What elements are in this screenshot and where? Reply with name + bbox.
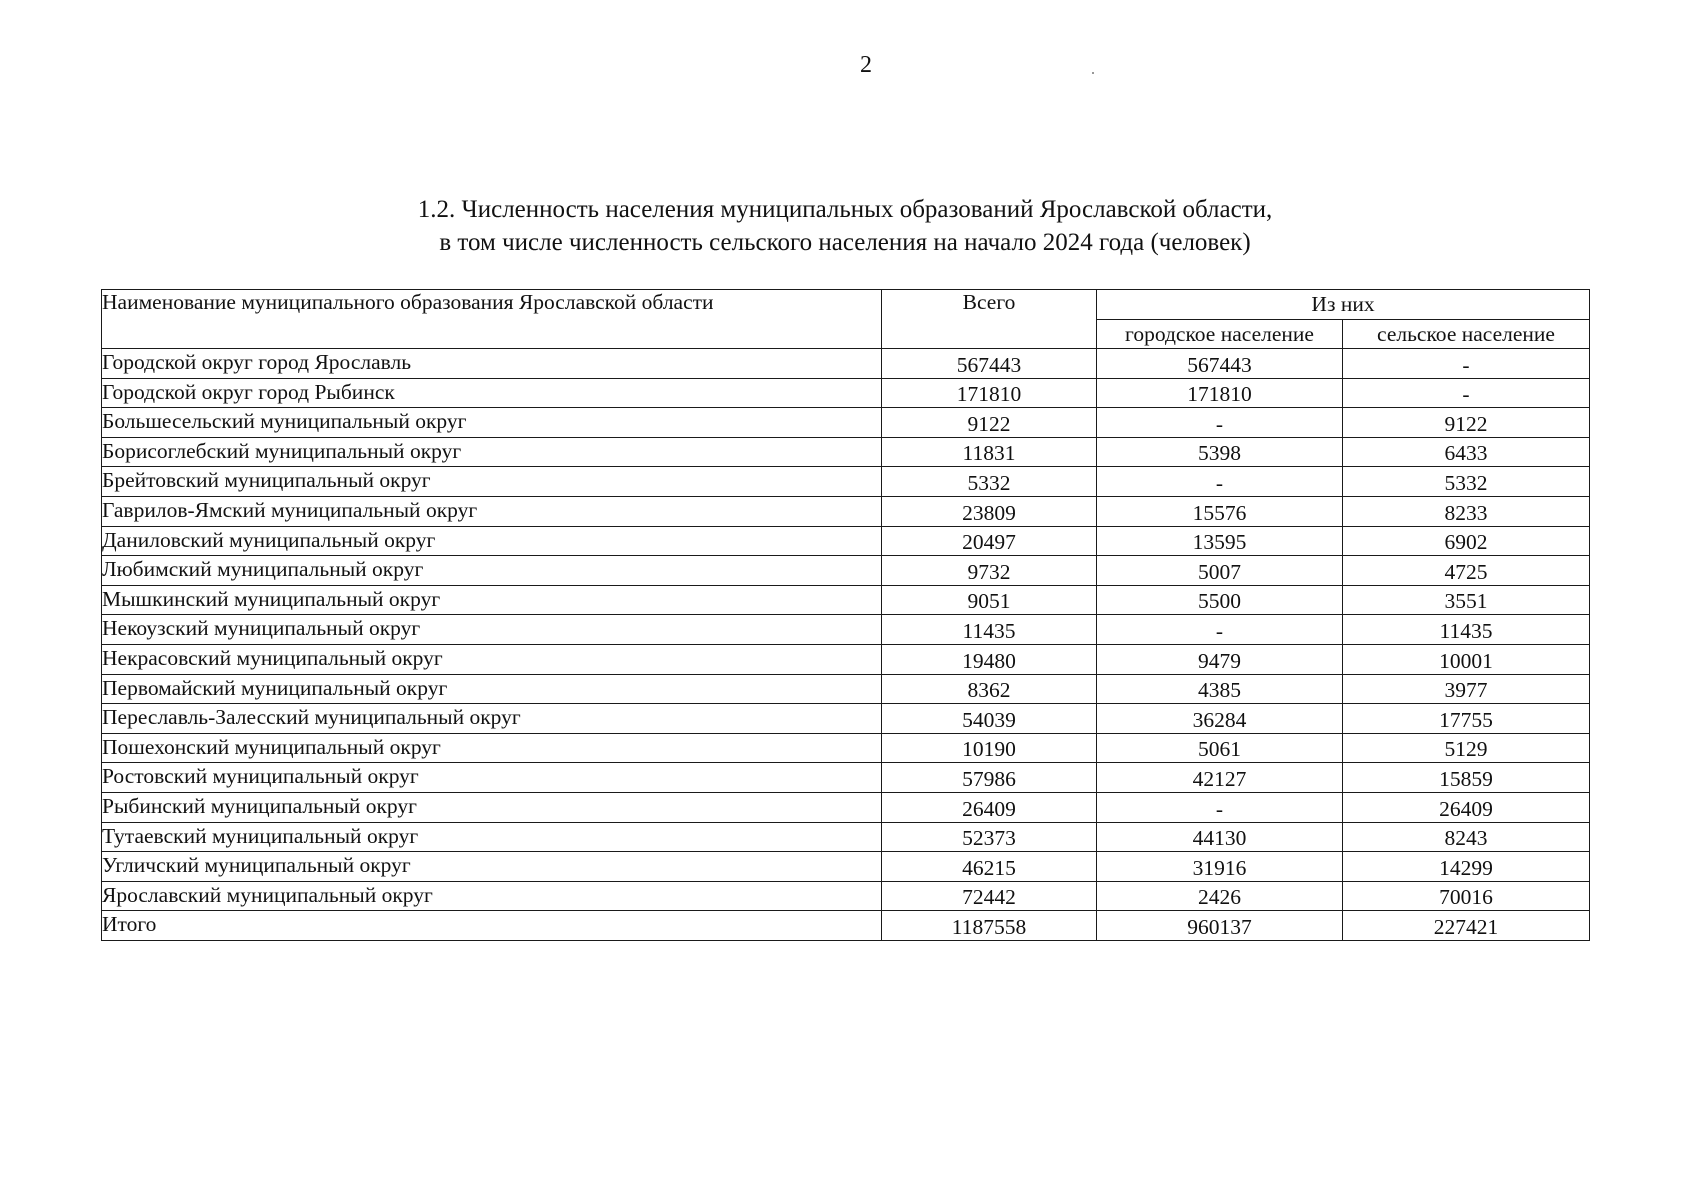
cell-rural: 26409 (1343, 792, 1590, 822)
cell-rural: 17755 (1343, 704, 1590, 734)
cell-name: Ярославский муниципальный округ (102, 881, 882, 911)
cell-rural: 5129 (1343, 733, 1590, 763)
cell-name: Итого (102, 911, 882, 941)
cell-rural: 8243 (1343, 822, 1590, 852)
cell-urban: 4385 (1097, 674, 1343, 704)
header-name: Наименование муниципального образования Ярославской области (102, 290, 882, 349)
cell-urban: 960137 (1097, 911, 1343, 941)
table-row (102, 496, 1590, 526)
table-row (102, 763, 1590, 793)
cell-name: Городской округ город Ярославль (102, 349, 882, 379)
header-urban: городское население (1097, 320, 1343, 349)
table-row (102, 644, 1590, 674)
title-line-1: 1.2. Численность населения муниципальных образований Ярославской области, (417, 196, 1273, 223)
cell-rural: 15859 (1343, 763, 1590, 793)
cell-name: Некрасовский муниципальный округ (102, 644, 882, 674)
cell-name: Рыбинский муниципальный округ (102, 792, 882, 822)
table-row (102, 556, 1590, 586)
cell-total: 20497 (882, 526, 1097, 556)
cell-total: 8362 (882, 674, 1097, 704)
cell-urban: 36284 (1097, 704, 1343, 734)
cell-name: Пошехонский муниципальный округ (102, 733, 882, 763)
table-row (102, 704, 1590, 734)
cell-rural: 4725 (1343, 556, 1590, 586)
cell-name: Любимский муниципальный округ (102, 556, 882, 586)
cell-rural: 14299 (1343, 852, 1590, 882)
cell-name: Переславль-Залесский муниципальный округ (102, 704, 882, 734)
cell-name: Угличский муниципальный округ (102, 852, 882, 882)
cell-urban: 171810 (1097, 378, 1343, 408)
cell-rural: - (1343, 349, 1590, 379)
cell-rural: 6433 (1343, 437, 1590, 467)
table-row (102, 852, 1590, 882)
table-row (102, 881, 1590, 911)
cell-total: 57986 (882, 763, 1097, 793)
table-row (102, 792, 1590, 822)
cell-total: 46215 (882, 852, 1097, 882)
table-row (102, 408, 1590, 438)
cell-total: 19480 (882, 644, 1097, 674)
cell-name: Даниловский муниципальный округ (102, 526, 882, 556)
table-row (102, 467, 1590, 497)
cell-total: 171810 (882, 378, 1097, 408)
cell-total: 5332 (882, 467, 1097, 497)
cell-name: Борисоглебский муниципальный округ (102, 437, 882, 467)
cell-urban: - (1097, 467, 1343, 497)
cell-total: 10190 (882, 733, 1097, 763)
cell-urban: 5398 (1097, 437, 1343, 467)
table-row (102, 585, 1590, 615)
cell-rural: 70016 (1343, 881, 1590, 911)
table-row (102, 378, 1590, 408)
table-total-row (102, 911, 1590, 941)
cell-total: 9732 (882, 556, 1097, 586)
cell-total: 9051 (882, 585, 1097, 615)
cell-urban: - (1097, 408, 1343, 438)
cell-name: Гаврилов-Ямский муниципальный округ (102, 496, 882, 526)
cell-rural: 227421 (1343, 911, 1590, 941)
cell-urban: 13595 (1097, 526, 1343, 556)
cell-name: Мышкинский муниципальный округ (102, 585, 882, 615)
cell-total: 26409 (882, 792, 1097, 822)
cell-name: Некоузский муниципальный округ (102, 615, 882, 645)
cell-rural: 6902 (1343, 526, 1590, 556)
cell-rural: 10001 (1343, 644, 1590, 674)
cell-rural: 5332 (1343, 467, 1590, 497)
cell-urban: 5500 (1097, 585, 1343, 615)
cell-name: Большесельский муниципальный округ (102, 408, 882, 438)
cell-total: 1187558 (882, 911, 1097, 941)
cell-urban: - (1097, 792, 1343, 822)
cell-urban: 9479 (1097, 644, 1343, 674)
table-row (102, 349, 1590, 379)
cell-total: 52373 (882, 822, 1097, 852)
table-body (102, 349, 1590, 941)
cell-name: Брейтовский муниципальный округ (102, 467, 882, 497)
cell-name: Первомайский муниципальный округ (102, 674, 882, 704)
cell-urban: 5061 (1097, 733, 1343, 763)
cell-name: Городской округ город Рыбинск (102, 378, 882, 408)
cell-total: 9122 (882, 408, 1097, 438)
table-row (102, 822, 1590, 852)
cell-urban: 2426 (1097, 881, 1343, 911)
document-title (300, 193, 1390, 259)
header-of-them: Из них (1097, 290, 1590, 320)
cell-rural: 11435 (1343, 615, 1590, 645)
cell-urban: 31916 (1097, 852, 1343, 882)
table-row (102, 733, 1590, 763)
cell-urban: 42127 (1097, 763, 1343, 793)
cell-total: 54039 (882, 704, 1097, 734)
cell-urban: 15576 (1097, 496, 1343, 526)
cell-urban: 5007 (1097, 556, 1343, 586)
cell-total: 11435 (882, 615, 1097, 645)
cell-urban: 567443 (1097, 349, 1343, 379)
cell-rural: - (1343, 378, 1590, 408)
table-row (102, 526, 1590, 556)
cell-urban: - (1097, 615, 1343, 645)
header-rural: сельское население (1343, 320, 1590, 349)
cell-rural: 3977 (1343, 674, 1590, 704)
cell-urban: 44130 (1097, 822, 1343, 852)
cell-total: 23809 (882, 496, 1097, 526)
cell-name: Ростовский муниципальный округ (102, 763, 882, 793)
title-line-2: в том числе численность сельского населения на начало 2024 года (человек) (439, 229, 1251, 256)
table-row (102, 437, 1590, 467)
cell-name: Тутаевский муниципальный округ (102, 822, 882, 852)
cell-total: 11831 (882, 437, 1097, 467)
page-number: 2 (860, 52, 872, 78)
cell-rural: 9122 (1343, 408, 1590, 438)
cell-total: 72442 (882, 881, 1097, 911)
header-total: Всего (882, 290, 1097, 349)
table-row (102, 615, 1590, 645)
cell-rural: 3551 (1343, 585, 1590, 615)
cell-rural: 8233 (1343, 496, 1590, 526)
population-table (101, 289, 1590, 941)
cell-total: 567443 (882, 349, 1097, 379)
table-row (102, 674, 1590, 704)
scan-speck (1092, 72, 1094, 74)
